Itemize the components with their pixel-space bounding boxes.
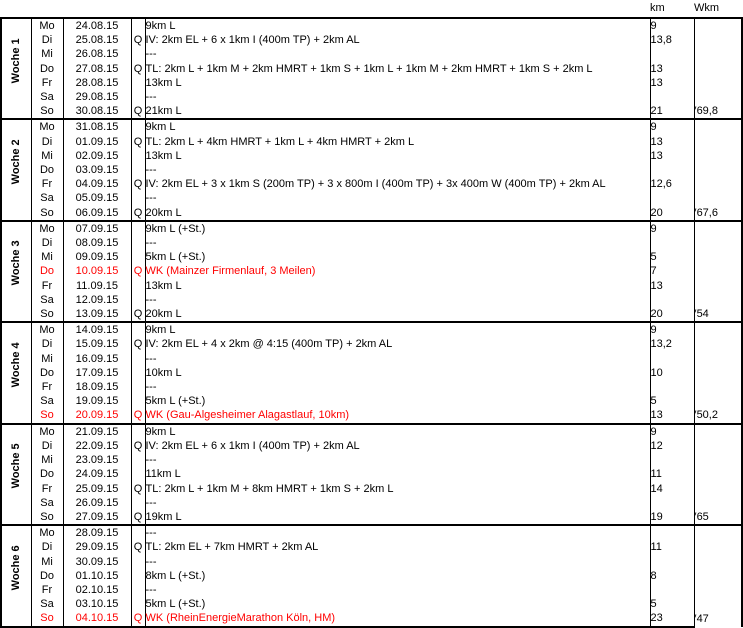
weekday-cell: Fr xyxy=(31,482,63,496)
week-total-value: 69,8 xyxy=(696,105,718,118)
date-cell: 14.09.15 xyxy=(63,322,131,337)
table-row xyxy=(1,236,742,250)
weekday-cell: Do xyxy=(31,264,63,278)
weekday-cell: So xyxy=(31,206,63,221)
date-cell: 28.08.15 xyxy=(63,76,131,90)
distance-cell: 13 xyxy=(650,279,694,293)
workout-description-cell: 9km L (+St.) xyxy=(145,221,650,236)
table-row xyxy=(1,76,742,90)
weekday-cell: Di xyxy=(31,439,63,453)
week-label-cell xyxy=(1,18,31,119)
week-total-cell xyxy=(694,322,742,423)
workout-description-cell: --- xyxy=(145,293,650,307)
workout-description-cell: 9km L xyxy=(145,322,650,337)
table-row xyxy=(1,47,742,61)
table-row xyxy=(1,221,742,236)
weekday-cell: Sa xyxy=(31,293,63,307)
workout-description-cell: 5km L (+St.) xyxy=(145,394,650,408)
header-wkm: Wkm xyxy=(694,2,720,14)
date-cell: 31.08.15 xyxy=(63,119,131,134)
quality-flag-cell xyxy=(131,149,145,163)
weekday-cell: Mo xyxy=(31,525,63,540)
date-cell: 26.08.15 xyxy=(63,47,131,61)
week-label-text: Woche 3 xyxy=(10,240,23,286)
date-cell: 02.09.15 xyxy=(63,149,131,163)
table-row xyxy=(1,62,742,76)
date-cell: 19.09.15 xyxy=(63,394,131,408)
workout-description-cell: 9km L xyxy=(145,119,650,134)
table-row xyxy=(1,191,742,205)
distance-cell xyxy=(650,496,694,510)
quality-flag-cell xyxy=(131,352,145,366)
quality-flag-cell xyxy=(131,597,145,611)
date-cell: 27.09.15 xyxy=(63,510,131,525)
table-row xyxy=(1,90,742,104)
distance-cell xyxy=(650,47,694,61)
table-row xyxy=(1,394,742,408)
table-row xyxy=(1,583,742,597)
distance-cell: 13 xyxy=(650,408,694,423)
quality-flag-cell xyxy=(131,250,145,264)
table-row xyxy=(1,279,742,293)
table-row xyxy=(1,206,742,221)
week-total-cell xyxy=(694,424,742,525)
date-cell: 11.09.15 xyxy=(63,279,131,293)
workout-description-cell: IV: 2km EL + 3 x 1km S (200m TP) + 3 x 800m I (400m TP) + 3x 400m W (400m TP) + 2km AL xyxy=(145,177,650,191)
workout-description-cell: 10km L xyxy=(145,366,650,380)
table-row xyxy=(1,569,742,583)
week-total-cell xyxy=(694,221,742,322)
table-row xyxy=(1,250,742,264)
workout-description-cell: IV: 2km EL + 6 x 1km I (400m TP) + 2km AL xyxy=(145,33,650,47)
table-row xyxy=(1,352,742,366)
quality-flag-cell: Q xyxy=(131,408,145,423)
distance-cell: 11 xyxy=(650,540,694,554)
week-total-cell xyxy=(694,119,742,220)
distance-cell: 13 xyxy=(650,149,694,163)
workout-description-cell: TL: 2km L + 1km M + 8km HMRT + 1km S + 2km L xyxy=(145,482,650,496)
quality-flag-cell: Q xyxy=(131,307,145,322)
table-row xyxy=(1,467,742,481)
table-row xyxy=(1,33,742,47)
table-row xyxy=(1,322,742,337)
weekday-cell: Do xyxy=(31,163,63,177)
distance-cell: 13 xyxy=(650,62,694,76)
table-row xyxy=(1,380,742,394)
date-cell: 28.09.15 xyxy=(63,525,131,540)
distance-cell: 13,2 xyxy=(650,337,694,351)
weekday-cell: Mi xyxy=(31,149,63,163)
week-total-value: 67,6 xyxy=(696,206,718,219)
quality-flag-cell: Q xyxy=(131,177,145,191)
quality-flag-cell xyxy=(131,569,145,583)
table-row xyxy=(1,482,742,496)
date-cell: 23.09.15 xyxy=(63,453,131,467)
date-cell: 15.09.15 xyxy=(63,337,131,351)
quality-flag-cell xyxy=(131,525,145,540)
workout-description-cell: --- xyxy=(145,90,650,104)
distance-cell xyxy=(650,293,694,307)
quality-flag-cell: Q xyxy=(131,264,145,278)
table-row xyxy=(1,496,742,510)
date-cell: 22.09.15 xyxy=(63,439,131,453)
date-cell: 02.10.15 xyxy=(63,583,131,597)
date-cell: 24.09.15 xyxy=(63,467,131,481)
workout-description-cell: --- xyxy=(145,496,650,510)
week-total-cell xyxy=(694,18,742,119)
weekday-cell: Mi xyxy=(31,47,63,61)
date-cell: 03.10.15 xyxy=(63,597,131,611)
workout-description-cell: TL: 2km L + 4km HMRT + 1km L + 4km HMRT + 2km L xyxy=(145,135,650,149)
distance-cell xyxy=(650,380,694,394)
workout-description-cell: --- xyxy=(145,47,650,61)
quality-flag-cell xyxy=(131,119,145,134)
distance-cell: 5 xyxy=(650,250,694,264)
date-cell: 29.09.15 xyxy=(63,540,131,554)
week-total-value: 65 xyxy=(696,510,709,523)
quality-flag-cell: Q xyxy=(131,206,145,221)
table-row xyxy=(1,366,742,380)
date-cell: 07.09.15 xyxy=(63,221,131,236)
date-cell: 25.09.15 xyxy=(63,482,131,496)
distance-cell: 9 xyxy=(650,424,694,439)
distance-cell: 5 xyxy=(650,394,694,408)
date-cell: 24.08.15 xyxy=(63,18,131,33)
tick-mark-icon: ′ xyxy=(694,105,697,118)
week-label-cell xyxy=(1,221,31,322)
distance-cell: 19 xyxy=(650,510,694,525)
weekday-cell: Sa xyxy=(31,90,63,104)
date-cell: 12.09.15 xyxy=(63,293,131,307)
table-row xyxy=(1,104,742,119)
workout-description-cell: IV: 2km EL + 4 x 2km @ 4:15 (400m TP) + 2km AL xyxy=(145,337,650,351)
weekday-cell: Di xyxy=(31,33,63,47)
date-cell: 18.09.15 xyxy=(63,380,131,394)
table-row xyxy=(1,408,742,423)
quality-flag-cell xyxy=(131,467,145,481)
distance-cell xyxy=(650,583,694,597)
quality-flag-cell xyxy=(131,394,145,408)
distance-cell xyxy=(650,163,694,177)
header-blank-q xyxy=(131,0,145,18)
quality-flag-cell xyxy=(131,47,145,61)
weekday-cell: So xyxy=(31,611,63,626)
distance-cell: 12 xyxy=(650,439,694,453)
workout-description-cell: --- xyxy=(145,352,650,366)
table-row xyxy=(1,453,742,467)
header-blank-day xyxy=(31,0,63,18)
table-row xyxy=(1,424,742,439)
quality-flag-cell: Q xyxy=(131,611,145,626)
table-row xyxy=(1,510,742,525)
distance-cell: 13 xyxy=(650,135,694,149)
distance-cell: 9 xyxy=(650,322,694,337)
quality-flag-cell xyxy=(131,293,145,307)
distance-cell: 14 xyxy=(650,482,694,496)
quality-flag-cell xyxy=(131,76,145,90)
workout-description-cell: 9km L xyxy=(145,18,650,33)
tick-mark-icon: ′ xyxy=(694,206,697,219)
weekday-cell: Mo xyxy=(31,424,63,439)
date-cell: 03.09.15 xyxy=(63,163,131,177)
distance-cell: 8 xyxy=(650,569,694,583)
week-total-cell xyxy=(694,525,742,626)
header-km: km xyxy=(650,2,665,14)
workout-description-cell: WK (RheinEnergieMarathon Köln, HM) xyxy=(145,611,650,626)
week-total-value: 47 xyxy=(696,613,709,626)
week-label-cell xyxy=(1,525,31,626)
weekday-cell: Fr xyxy=(31,583,63,597)
quality-flag-cell xyxy=(131,496,145,510)
date-cell: 26.09.15 xyxy=(63,496,131,510)
workout-description-cell: 11km L xyxy=(145,467,650,481)
quality-flag-cell xyxy=(131,583,145,597)
date-cell: 01.10.15 xyxy=(63,569,131,583)
weekday-cell: Sa xyxy=(31,496,63,510)
quality-flag-cell: Q xyxy=(131,482,145,496)
quality-flag-cell: Q xyxy=(131,135,145,149)
distance-cell: 10 xyxy=(650,366,694,380)
weekday-cell: Mo xyxy=(31,322,63,337)
date-cell: 27.08.15 xyxy=(63,62,131,76)
distance-cell: 7 xyxy=(650,264,694,278)
quality-flag-cell xyxy=(131,163,145,177)
week-total-value: 54 xyxy=(696,308,709,321)
distance-cell xyxy=(650,525,694,540)
tick-mark-icon: ′ xyxy=(694,613,697,626)
weekday-cell: Mi xyxy=(31,555,63,569)
quality-flag-cell: Q xyxy=(131,540,145,554)
weekday-cell: Di xyxy=(31,236,63,250)
date-cell: 04.09.15 xyxy=(63,177,131,191)
quality-flag-cell xyxy=(131,380,145,394)
quality-flag-cell xyxy=(131,322,145,337)
quality-flag-cell: Q xyxy=(131,510,145,525)
quality-flag-cell xyxy=(131,221,145,236)
workout-description-cell: 9km L xyxy=(145,424,650,439)
week-label-cell xyxy=(1,119,31,220)
date-cell: 17.09.15 xyxy=(63,366,131,380)
week-label-text: Woche 4 xyxy=(10,342,23,388)
week-label-cell xyxy=(1,322,31,423)
week-label-text: Woche 5 xyxy=(10,443,23,489)
weekday-cell: Mo xyxy=(31,18,63,33)
date-cell: 09.09.15 xyxy=(63,250,131,264)
workout-description-cell: 21km L xyxy=(145,104,650,119)
workout-description-cell: --- xyxy=(145,380,650,394)
week-label-cell xyxy=(1,424,31,525)
workout-description-cell: 13km L xyxy=(145,279,650,293)
header-blank-week xyxy=(1,0,31,18)
distance-cell xyxy=(650,453,694,467)
week-label-text: Woche 2 xyxy=(10,139,23,185)
table-row xyxy=(1,163,742,177)
week-label-text: Woche 1 xyxy=(10,37,23,83)
distance-cell: 13,8 xyxy=(650,33,694,47)
workout-description-cell: --- xyxy=(145,525,650,540)
weekday-cell: Mo xyxy=(31,221,63,236)
quality-flag-cell xyxy=(131,424,145,439)
weekday-cell: Mi xyxy=(31,453,63,467)
quality-flag-cell xyxy=(131,366,145,380)
workout-description-cell: --- xyxy=(145,453,650,467)
date-cell: 25.08.15 xyxy=(63,33,131,47)
table-row xyxy=(1,597,742,611)
tick-mark-icon: ′ xyxy=(694,308,697,321)
quality-flag-cell xyxy=(131,18,145,33)
distance-cell: 11 xyxy=(650,467,694,481)
weekday-cell: Sa xyxy=(31,191,63,205)
distance-cell xyxy=(650,555,694,569)
weekday-cell: So xyxy=(31,408,63,423)
tick-mark-icon: ′ xyxy=(694,409,697,422)
workout-description-cell: 20km L xyxy=(145,206,650,221)
workout-description-cell: --- xyxy=(145,163,650,177)
table-row xyxy=(1,119,742,134)
quality-flag-cell xyxy=(131,90,145,104)
workout-description-cell: 13km L xyxy=(145,149,650,163)
workout-description-cell: 20km L xyxy=(145,307,650,322)
weekday-cell: Mi xyxy=(31,250,63,264)
workout-description-cell: 5km L (+St.) xyxy=(145,597,650,611)
quality-flag-cell xyxy=(131,453,145,467)
weekday-cell: Sa xyxy=(31,394,63,408)
workout-description-cell: WK (Gau-Algesheimer Alagastlauf, 10km) xyxy=(145,408,650,423)
distance-cell: 13 xyxy=(650,76,694,90)
header-blank-desc xyxy=(145,0,650,18)
date-cell: 21.09.15 xyxy=(63,424,131,439)
weekday-cell: So xyxy=(31,307,63,322)
table-row xyxy=(1,264,742,278)
header-blank-date xyxy=(63,0,131,18)
distance-cell: 23 xyxy=(650,611,694,626)
weekday-cell: Di xyxy=(31,135,63,149)
distance-cell: 21 xyxy=(650,104,694,119)
quality-flag-cell xyxy=(131,279,145,293)
date-cell: 06.09.15 xyxy=(63,206,131,221)
table-row xyxy=(1,307,742,322)
table-header-row xyxy=(1,0,742,18)
date-cell: 29.08.15 xyxy=(63,90,131,104)
date-cell: 30.09.15 xyxy=(63,555,131,569)
date-cell: 04.10.15 xyxy=(63,611,131,626)
quality-flag-cell xyxy=(131,236,145,250)
table-row xyxy=(1,525,742,540)
distance-cell xyxy=(650,236,694,250)
distance-cell: 20 xyxy=(650,206,694,221)
quality-flag-cell xyxy=(131,555,145,569)
weekday-cell: Do xyxy=(31,366,63,380)
workout-description-cell: --- xyxy=(145,236,650,250)
workout-description-cell: IV: 2km EL + 6 x 1km I (400m TP) + 2km AL xyxy=(145,439,650,453)
weekday-cell: Fr xyxy=(31,279,63,293)
quality-flag-cell: Q xyxy=(131,337,145,351)
workout-description-cell: --- xyxy=(145,583,650,597)
weekday-cell: Di xyxy=(31,540,63,554)
quality-flag-cell: Q xyxy=(131,439,145,453)
date-cell: 13.09.15 xyxy=(63,307,131,322)
workout-description-cell: 5km L (+St.) xyxy=(145,250,650,264)
workout-description-cell: WK (Mainzer Firmenlauf, 3 Meilen) xyxy=(145,264,650,278)
tick-mark-icon: ′ xyxy=(694,510,697,523)
table-row xyxy=(1,177,742,191)
date-cell: 20.09.15 xyxy=(63,408,131,423)
date-cell: 01.09.15 xyxy=(63,135,131,149)
quality-flag-cell: Q xyxy=(131,104,145,119)
workout-description-cell: 8km L (+St.) xyxy=(145,569,650,583)
weekday-cell: Fr xyxy=(31,76,63,90)
distance-cell xyxy=(650,90,694,104)
weekday-cell: Mi xyxy=(31,352,63,366)
date-cell: 05.09.15 xyxy=(63,191,131,205)
weekday-cell: Do xyxy=(31,467,63,481)
distance-cell: 9 xyxy=(650,221,694,236)
distance-cell xyxy=(650,191,694,205)
table-row xyxy=(1,293,742,307)
table-row xyxy=(1,555,742,569)
distance-cell: 9 xyxy=(650,18,694,33)
table-row xyxy=(1,135,742,149)
weekday-cell: Do xyxy=(31,569,63,583)
date-cell: 16.09.15 xyxy=(63,352,131,366)
workout-description-cell: 13km L xyxy=(145,76,650,90)
weekday-cell: Fr xyxy=(31,177,63,191)
weekday-cell: Fr xyxy=(31,380,63,394)
table-row xyxy=(1,337,742,351)
table-row xyxy=(1,439,742,453)
week-label-text: Woche 6 xyxy=(10,545,23,591)
weekday-cell: Sa xyxy=(31,597,63,611)
weekday-cell: Do xyxy=(31,62,63,76)
quality-flag-cell xyxy=(131,191,145,205)
distance-cell: 20 xyxy=(650,307,694,322)
date-cell: 30.08.15 xyxy=(63,104,131,119)
workout-description-cell: TL: 2km L + 1km M + 2km HMRT + 1km S + 1km L + 1km M + 2km HMRT + 1km S + 2km L xyxy=(145,62,650,76)
weekday-cell: So xyxy=(31,104,63,119)
quality-flag-cell: Q xyxy=(131,33,145,47)
workout-description-cell: 19km L xyxy=(145,510,650,525)
workout-description-cell: --- xyxy=(145,191,650,205)
distance-cell: 9 xyxy=(650,119,694,134)
distance-cell: 12,6 xyxy=(650,177,694,191)
weekday-cell: So xyxy=(31,510,63,525)
table-row xyxy=(1,540,742,554)
distance-cell xyxy=(650,352,694,366)
workout-description-cell: --- xyxy=(145,555,650,569)
table-row xyxy=(1,149,742,163)
weekday-cell: Mo xyxy=(31,119,63,134)
week-total-value: 50,2 xyxy=(696,409,718,422)
weekday-cell: Di xyxy=(31,337,63,351)
date-cell: 08.09.15 xyxy=(63,236,131,250)
date-cell: 10.09.15 xyxy=(63,264,131,278)
distance-cell: 5 xyxy=(650,597,694,611)
workout-description-cell: TL: 2km EL + 7km HMRT + 2km AL xyxy=(145,540,650,554)
table-row xyxy=(1,611,742,626)
table-row xyxy=(1,18,742,33)
quality-flag-cell: Q xyxy=(131,62,145,76)
